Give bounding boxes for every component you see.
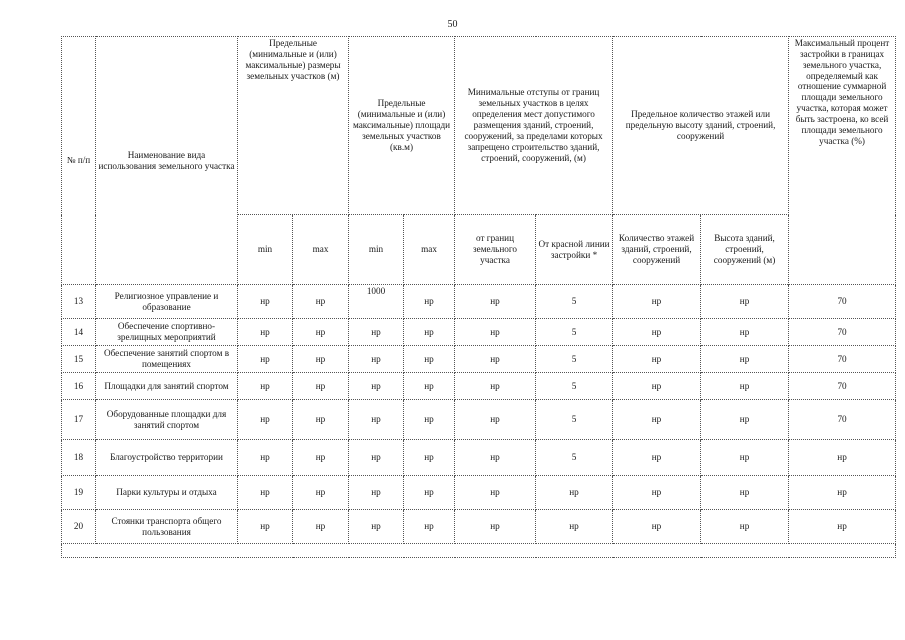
cell: нр bbox=[701, 476, 789, 510]
cell: нр bbox=[613, 400, 701, 440]
trailing-cell bbox=[62, 544, 896, 558]
cell: нр bbox=[293, 285, 349, 319]
cell: нр bbox=[455, 346, 536, 373]
cell: нр bbox=[238, 285, 293, 319]
cell: 5 bbox=[536, 346, 613, 373]
row-name: Религиозное управление и образование bbox=[96, 285, 238, 319]
table-row bbox=[62, 400, 896, 440]
cell: нр bbox=[404, 476, 455, 510]
header-floors: Предельное количество этажей или предельную высоту зданий, строений, сооружений bbox=[613, 37, 789, 215]
land-use-table bbox=[61, 36, 896, 558]
cell: 70 bbox=[789, 346, 896, 373]
header-coverage: Максимальный процент застройки в границах земельного участка, определяемый как отношение суммарной площади земельного участка, которая может быть застроена, ко всей площади земельного участка (%) bbox=[789, 37, 896, 285]
cell: нр bbox=[238, 373, 293, 400]
cell: нр bbox=[789, 440, 896, 476]
cell: 5 bbox=[536, 319, 613, 346]
cell: нр bbox=[613, 373, 701, 400]
header-areas: Предельные (минимальные и (или) максимальные) площади земельных участков (кв.м) bbox=[349, 37, 455, 215]
cell: нр bbox=[404, 400, 455, 440]
cell: нр bbox=[293, 476, 349, 510]
cell: нр bbox=[701, 285, 789, 319]
page-number: 50 bbox=[447, 19, 458, 30]
row-name: Парки культуры и отдыха bbox=[96, 476, 238, 510]
header-height: Высота зданий, строений, сооружений (м) bbox=[701, 215, 789, 285]
cell: нр bbox=[293, 319, 349, 346]
cell: 70 bbox=[789, 400, 896, 440]
cell: нр bbox=[349, 510, 404, 544]
cell: нр bbox=[293, 400, 349, 440]
row-number: 17 bbox=[62, 400, 96, 440]
cell: нр bbox=[404, 346, 455, 373]
header-from-red-line: От красной линии застройки * bbox=[536, 215, 613, 285]
header-size-min: min bbox=[238, 215, 293, 285]
cell: нр bbox=[238, 476, 293, 510]
cell: 5 bbox=[536, 400, 613, 440]
cell: нр bbox=[613, 319, 701, 346]
cell: нр bbox=[404, 319, 455, 346]
cell: нр bbox=[455, 440, 536, 476]
header-row-1 bbox=[62, 37, 896, 215]
cell: 70 bbox=[789, 285, 896, 319]
table-trailing-row bbox=[62, 544, 896, 558]
cell: 5 bbox=[536, 285, 613, 319]
cell: нр bbox=[404, 510, 455, 544]
header-name: Наименование вида использования земельного участка bbox=[96, 37, 238, 285]
cell: нр bbox=[701, 510, 789, 544]
row-name: Благоустройство территории bbox=[96, 440, 238, 476]
cell: 70 bbox=[789, 373, 896, 400]
cell: нр bbox=[455, 510, 536, 544]
row-name: Обеспечение спортивно-зрелищных мероприятий bbox=[96, 319, 238, 346]
cell: нр bbox=[536, 510, 613, 544]
cell: нр bbox=[455, 476, 536, 510]
header-setbacks: Минимальные отступы от границ земельных участков в целях определения мест допустимого размещения зданий, строений, сооружений, за пределами которых запрещено строительство зданий, строений, сооружений, (м) bbox=[455, 37, 613, 215]
cell: нр bbox=[455, 400, 536, 440]
cell: нр bbox=[238, 440, 293, 476]
cell: нр bbox=[789, 476, 896, 510]
table-row bbox=[62, 440, 896, 476]
cell: нр bbox=[613, 346, 701, 373]
cell: нр bbox=[455, 285, 536, 319]
cell: нр bbox=[701, 400, 789, 440]
cell: 70 bbox=[789, 319, 896, 346]
row-number: 19 bbox=[62, 476, 96, 510]
cell: нр bbox=[238, 346, 293, 373]
row-number: 18 bbox=[62, 440, 96, 476]
row-name: Площадки для занятий спортом bbox=[96, 373, 238, 400]
cell: нр bbox=[701, 319, 789, 346]
cell: 1000 bbox=[349, 285, 404, 319]
row-number: 15 bbox=[62, 346, 96, 373]
cell: нр bbox=[613, 440, 701, 476]
cell: нр bbox=[613, 476, 701, 510]
cell: нр bbox=[293, 373, 349, 400]
cell: нр bbox=[701, 440, 789, 476]
table-row bbox=[62, 373, 896, 400]
cell: нр bbox=[238, 510, 293, 544]
header-floor-count: Количество этажей зданий, строений, сооружений bbox=[613, 215, 701, 285]
header-from-border: от границ земельного участка bbox=[455, 215, 536, 285]
row-name: Оборудованные площадки для занятий спортом bbox=[96, 400, 238, 440]
cell: нр bbox=[701, 373, 789, 400]
cell: нр bbox=[536, 476, 613, 510]
cell: нр bbox=[349, 440, 404, 476]
header-num: № п/п bbox=[62, 37, 96, 285]
table-row bbox=[62, 510, 896, 544]
cell: нр bbox=[455, 373, 536, 400]
cell: 5 bbox=[536, 373, 613, 400]
cell: нр bbox=[613, 285, 701, 319]
cell: нр bbox=[293, 510, 349, 544]
cell: нр bbox=[701, 346, 789, 373]
header-area-max: max bbox=[404, 215, 455, 285]
row-number: 14 bbox=[62, 319, 96, 346]
header-area-min: min bbox=[349, 215, 404, 285]
cell: нр bbox=[789, 510, 896, 544]
table-row bbox=[62, 319, 896, 346]
table-row bbox=[62, 346, 896, 373]
cell: нр bbox=[404, 285, 455, 319]
cell: нр bbox=[293, 440, 349, 476]
cell: нр bbox=[613, 510, 701, 544]
cell: нр bbox=[349, 400, 404, 440]
cell: нр bbox=[349, 476, 404, 510]
row-number: 20 bbox=[62, 510, 96, 544]
cell: 5 bbox=[536, 440, 613, 476]
cell: нр bbox=[238, 400, 293, 440]
header-sizes: Предельные (минимальные и (или) максимальные) размеры земельных участков (м) bbox=[238, 37, 349, 215]
cell: нр bbox=[349, 319, 404, 346]
cell: нр bbox=[349, 346, 404, 373]
row-name: Стоянки транспорта общего пользования bbox=[96, 510, 238, 544]
table-row bbox=[62, 285, 896, 319]
table-row bbox=[62, 476, 896, 510]
cell: нр bbox=[404, 440, 455, 476]
cell: нр bbox=[455, 319, 536, 346]
cell: нр bbox=[293, 346, 349, 373]
cell: нр bbox=[349, 373, 404, 400]
row-number: 13 bbox=[62, 285, 96, 319]
row-name: Обеспечение занятий спортом в помещениях bbox=[96, 346, 238, 373]
cell: нр bbox=[404, 373, 455, 400]
row-number: 16 bbox=[62, 373, 96, 400]
header-size-max: max bbox=[293, 215, 349, 285]
cell: нр bbox=[238, 319, 293, 346]
